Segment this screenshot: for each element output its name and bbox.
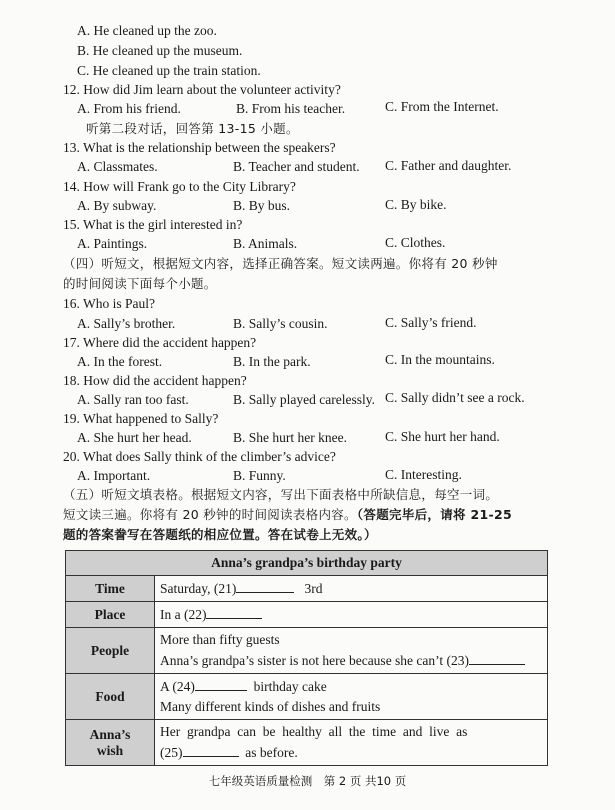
table-title: Anna’s grandpa’s birthday party bbox=[66, 551, 548, 576]
q14-option-c: C. By bike. bbox=[385, 197, 447, 212]
row-value-time bbox=[155, 576, 548, 602]
q15-option-c: C. Clothes. bbox=[385, 235, 446, 250]
q12-option-b: B. From his teacher. bbox=[236, 101, 346, 116]
q15-option-b: B. Animals. bbox=[233, 236, 298, 251]
section5-instruction-normal: 短文读三遍。你将有 20 秒钟的时间阅读表格内容。 bbox=[63, 507, 357, 522]
blank-23 bbox=[469, 650, 525, 665]
q18-option-a: A. Sally ran too fast. bbox=[77, 392, 189, 407]
q15-question: 15. What is the girl interested in? bbox=[63, 217, 243, 232]
row-value-food bbox=[155, 674, 548, 720]
section5-instruction-line2 bbox=[63, 506, 512, 523]
q14-question: 14. How will Frank go to the City Library? bbox=[63, 179, 296, 194]
q13-option-b: B. Teacher and student. bbox=[233, 159, 360, 174]
q20-option-b: B. Funny. bbox=[233, 468, 286, 483]
row-value-wish bbox=[155, 720, 548, 766]
wish-prefix: (25) bbox=[160, 745, 183, 760]
q17-option-a: A. In the forest. bbox=[77, 354, 163, 369]
food-line2: Many different kinds of dishes and fruits bbox=[160, 699, 381, 714]
row-value-place bbox=[155, 602, 548, 628]
q19-option-c: C. She hurt her hand. bbox=[385, 429, 500, 444]
q19-option-b: B. She hurt her knee. bbox=[233, 430, 347, 445]
q17-question: 17. Where did the accident happen? bbox=[63, 335, 257, 350]
q17-option-c: C. In the mountains. bbox=[385, 352, 495, 367]
q11-option-a: A. He cleaned up the zoo. bbox=[77, 23, 217, 38]
q19-question: 19. What happened to Sally? bbox=[63, 411, 219, 426]
wish-suffix: as before. bbox=[245, 745, 298, 760]
row-label-time: Time bbox=[66, 576, 155, 602]
q18-question: 18. How did the accident happen? bbox=[63, 373, 247, 388]
section5-instruction-line3: 题的答案誊写在答题纸的相应位置。答在试卷上无效。） bbox=[63, 527, 377, 542]
q20-option-a: A. Important. bbox=[77, 468, 151, 483]
q12-question: 12. How did Jim learn about the volunteer activity? bbox=[63, 82, 341, 97]
wish-line1: Her grandpa can be healthy all the time and live as bbox=[160, 724, 468, 739]
q14-option-b: B. By bus. bbox=[233, 198, 291, 213]
q13-option-c: C. Father and daughter. bbox=[385, 158, 512, 173]
q17-option-b: B. In the park. bbox=[233, 354, 311, 369]
row-label-people: People bbox=[66, 628, 155, 674]
q15-option-a: A. Paintings. bbox=[77, 236, 148, 251]
food-suffix: birthday cake bbox=[253, 679, 327, 694]
q16-option-b: B. Sally’s cousin. bbox=[233, 316, 328, 331]
q19-option-a: A. She hurt her head. bbox=[77, 430, 192, 445]
blank-21 bbox=[236, 578, 294, 593]
q16-option-a: A. Sally’s brother. bbox=[77, 316, 176, 331]
time-suffix: 3rd bbox=[304, 581, 323, 596]
q11-option-b: B. He cleaned up the museum. bbox=[77, 43, 243, 58]
section4-instruction-line1: （四）听短文，根据短文内容，选择正确答案。短文读两遍。你将有 20 秒钟 bbox=[63, 256, 498, 271]
q16-option-c: C. Sally’s friend. bbox=[385, 315, 477, 330]
q11-option-c: C. He cleaned up the train station. bbox=[77, 63, 261, 78]
blank-22 bbox=[206, 604, 262, 619]
q18-option-c: C. Sally didn’t see a rock. bbox=[385, 390, 525, 405]
section5-instruction-bold-start: （答题完毕后，请将 21-25 bbox=[356, 507, 512, 522]
q13-question: 13. What is the relationship between the speakers? bbox=[63, 140, 336, 155]
blank-24 bbox=[195, 676, 247, 691]
row-label-place: Place bbox=[66, 602, 155, 628]
row-label-wish bbox=[66, 720, 155, 766]
q13-option-a: A. Classmates. bbox=[77, 159, 158, 174]
q12-option-c: C. From the Internet. bbox=[385, 99, 499, 114]
wish-label-line2: wish bbox=[96, 742, 124, 758]
time-prefix: Saturday, (21) bbox=[160, 581, 237, 596]
food-line1 bbox=[160, 676, 542, 697]
page-footer: 七年级英语质量检测 第 2 页 共10 页 bbox=[208, 774, 407, 788]
wish-line2 bbox=[160, 742, 542, 763]
dialogue2-instruction: 听第二段对话，回答第 13-15 小题。 bbox=[86, 121, 299, 136]
q14-option-a: A. By subway. bbox=[77, 198, 157, 213]
people-line1: More than fifty guests bbox=[160, 632, 280, 647]
q16-question: 16. Who is Paul? bbox=[63, 296, 155, 311]
blank-25 bbox=[183, 742, 239, 757]
q20-question: 20. What does Sally think of the climber’s advice? bbox=[63, 449, 336, 464]
row-label-food: Food bbox=[66, 674, 155, 720]
food-prefix: A (24) bbox=[160, 679, 195, 694]
q20-option-c: C. Interesting. bbox=[385, 467, 462, 482]
section5-instruction-line1: （五）听短文填表格。根据短文内容，写出下面表格中所缺信息，每空一词。 bbox=[63, 487, 499, 502]
place-prefix: In a (22) bbox=[160, 607, 207, 622]
people-line2-prefix: Anna’s grandpa’s sister is not here because she can’t (23) bbox=[160, 653, 470, 668]
section4-instruction-line2: 的时间阅读下面每个小题。 bbox=[63, 276, 217, 291]
wish-label-line1: Anna’s bbox=[89, 726, 131, 742]
birthday-party-table bbox=[65, 550, 548, 766]
row-value-people bbox=[155, 628, 548, 674]
people-line2 bbox=[160, 650, 542, 671]
q18-option-b: B. Sally played carelessly. bbox=[233, 392, 375, 407]
q12-option-a: A. From his friend. bbox=[77, 101, 181, 116]
